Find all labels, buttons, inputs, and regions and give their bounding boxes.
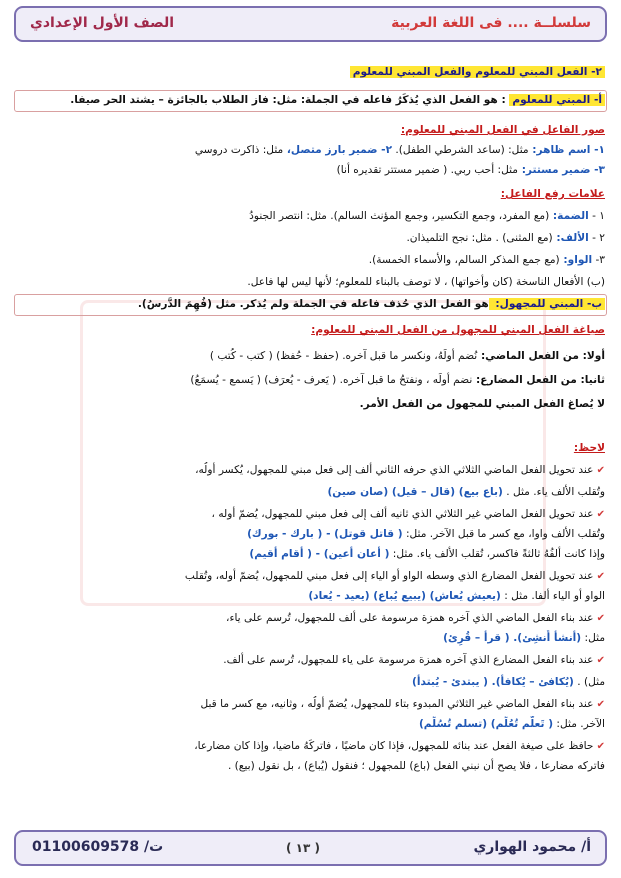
text-segment: وإذا كانت ألفُهُ ثالثةً فاكسر، تُقلب الألف ياء. مثل: [389,548,605,560]
page-footer [14,830,607,866]
text-line [16,252,605,268]
text-segment: ✔ [593,571,605,582]
text-segment: ✔ [593,613,605,624]
page-number: ( ١٣ ) [286,841,320,855]
text-segment: : هو الفعل الذي يُذكَرُ فاعله في الجملة: مثل: فاز الطلاب بالجائزة – يشتد الحر صيفا. [70,94,510,106]
author-name: أ/ محمود الهواري [473,839,591,855]
text-segment: ( قاتل قوتل) - ( بارك - بورك) [247,528,403,540]
text-line [16,696,605,713]
text-segment: ٢- الفعل المبني للمعلوم والفعل المبني للمعلوم [350,66,605,78]
text-segment: ١- اسم ظاهر: [528,144,605,156]
text-line [16,186,605,202]
text-line [16,372,605,388]
text-line [16,630,605,646]
text-line [16,568,605,585]
text-line [16,348,605,364]
text-segment: عند بناء الفعل المضارع الذي آخره همزة مرسومة على ياء للمجهول، تُرسم على ألف. [223,654,594,666]
text-segment: ١ - [588,210,605,222]
text-segment: ✔ [593,699,605,710]
text-segment: أولا: من الفعل الماضي: [477,350,605,362]
text-line [16,92,605,108]
text-segment: الآخر. مثل: [553,718,605,730]
text-line [16,64,605,80]
text-line [16,674,605,690]
text-segment: ٣- ضمير مستتر: [518,164,605,176]
text-line [16,738,605,755]
series-title: سلسلــة .... فى اللغة العربية [391,15,591,31]
text-segment: الضمة: [549,210,589,222]
text-segment: (ب) الأفعال الناسخة (كان وأخواتها) ، لا توصف بالبناء للمعلوم؛ لأنها ليس لها فاعل. [247,276,605,288]
text-segment: (يُكافئ – يُكافأ). ( يبتدئ - يُبتدأ) [412,676,574,688]
text-segment: صور الفاعل في الفعل المبني للمعلوم: [400,124,605,136]
text-line [16,230,605,246]
text-segment: فاتركه مضارعا ، فلا يصح أن نبني الفعل (باع) للمجهول ؛ فنقول (يُباع) ، بل نقول (بيع) . [227,760,605,772]
text-segment: (يعيش يُعاش) (يبيع يُباع) (يعيد - يُعاد) [308,590,501,602]
text-segment: (أنشأ أُنشِئ). ( قرأ – قُرِئ) [443,632,582,644]
text-line [16,526,605,542]
text-segment: الألف: [552,232,589,244]
text-line [16,462,605,479]
text-line [16,546,605,562]
text-segment: عند بناء الفعل الماضي غير الثلاثي المبدوء بتاء للمجهول، يُضمّ أولُه ، وثانيه، مع كسر ما قبل [200,698,594,710]
text-segment: عند تحويل الفعل الماضي الثلاثي الذي حرفه الثاني ألف إلى فعل مبني للمجهول، يُكسر أولُه، [195,464,594,476]
text-segment: أ- المبني للمعلوم [509,94,605,106]
text-segment: ✔ [593,465,605,476]
text-segment: صياغة الفعل المبني للمجهول من الفعل المبني للمعلوم: [311,324,605,336]
text-segment: ٢ - [588,232,605,244]
text-segment: عند تحويل الفعل المضارع الذي وسطه الواو أو الياء إلى فعل مبني للمجهول، يُضمّ أوله، وتُقلب [184,570,594,582]
text-segment: عند بناء الفعل الماضي الذي آخره همزة مرسومة على ألف للمجهول، تُرسم على ياء، [226,612,594,624]
text-segment: (باع بيع) (قال – قيل) (صان صين) [327,486,503,498]
text-line [16,274,605,290]
text-segment: ✔ [593,741,605,752]
text-segment: ب- المبني للمجهول: [489,298,605,310]
text-line [16,588,605,604]
text-line [16,296,605,312]
text-segment: لا يُصاغ الفعل المبني للمجهول من الفعل الأمر. [359,398,605,410]
text-segment: الواو أو الياء ألفا. مثل : [500,590,605,602]
text-line [16,208,605,224]
text-line [16,142,605,158]
text-line [16,484,605,500]
text-segment: مثل: ذاكرت دروسي [194,144,284,156]
text-line [16,506,605,523]
text-line [16,440,605,456]
page-header [14,6,607,42]
text-segment: عند تحويل الفعل الماضي غير الثلاثي الذي ثانيه ألف إلى فعل مبني للمجهول، يُضمّ أوله ، [211,508,594,520]
text-line [16,758,605,774]
text-segment: ثانيا: من الفعل المضارع: [472,374,605,386]
text-segment: لاحظ: [573,442,605,454]
text-segment: نضم أولَه ، ونفتحُ ما قبل آخره. ( يَعرف - يُعرَف) ( يَسمع - يُسمَعُ) [190,374,473,386]
text-line [16,610,605,627]
grade-title: الصف الأول الإعدادي [30,15,175,31]
text-segment: وتُقلب الألف واوا، مع كسر ما قبل الآخر. مثل: [402,528,605,540]
text-segment: مثل) . [573,676,605,688]
text-segment: ٢- ضمير بارز متصل، [283,144,393,156]
text-line [16,322,605,338]
text-segment: (مع المفرد، وجمع التكسير، وجمع المؤنث السالم). مثل: انتصر الجنودُ [249,210,550,222]
text-segment: (مع جمع المذكر السالم، والأسماء الخمسة). [368,254,560,266]
text-line [16,122,605,138]
text-segment: حافظ على صيغة الفعل عند بنائه للمجهول، فإذا كان ماضيًا ، فاتركَهُ ماضيا، وإذا كان مضارعا، [194,740,594,752]
text-segment: مثل: [581,632,605,644]
phone-number: ت/ 01100609578 [32,839,164,855]
text-line [16,396,605,412]
text-line [16,162,605,178]
text-segment: ٣- [592,254,605,266]
text-segment: نُضم أولَهُ، ونكسر ما قبل آخره. (حفظ - حُفظ) ( كتب - كُتب ) [209,350,478,362]
text-segment: ( أعان أعين) - ( أقام أقيم) [249,548,390,560]
text-segment: الواو: [559,254,593,266]
text-line [16,652,605,669]
text-segment: علامات رفع الفاعل: [500,188,605,200]
text-segment: مثل: أحب ربي. ( ضمير مستتر تقديره أنا) [336,164,518,176]
text-segment: (مع المثنى) . مثل: نجح التلميذان. [406,232,553,244]
text-segment: ( تَعلّم تُعُلِّم) (تسلم تُسُلِّم) [418,718,554,730]
text-line [16,716,605,732]
text-segment: مثل: (ساعد الشرطي الطفل). [392,144,529,156]
text-segment: هو الفعل الذي حُذف فاعله في الجملة ولم يُذكر. مثل (فُهِمَ الدَّرسُ). [137,298,489,310]
text-segment: ✔ [593,655,605,666]
text-segment: وتُقلب الألف ياء. مثل . [502,486,605,498]
text-segment: ✔ [593,509,605,520]
